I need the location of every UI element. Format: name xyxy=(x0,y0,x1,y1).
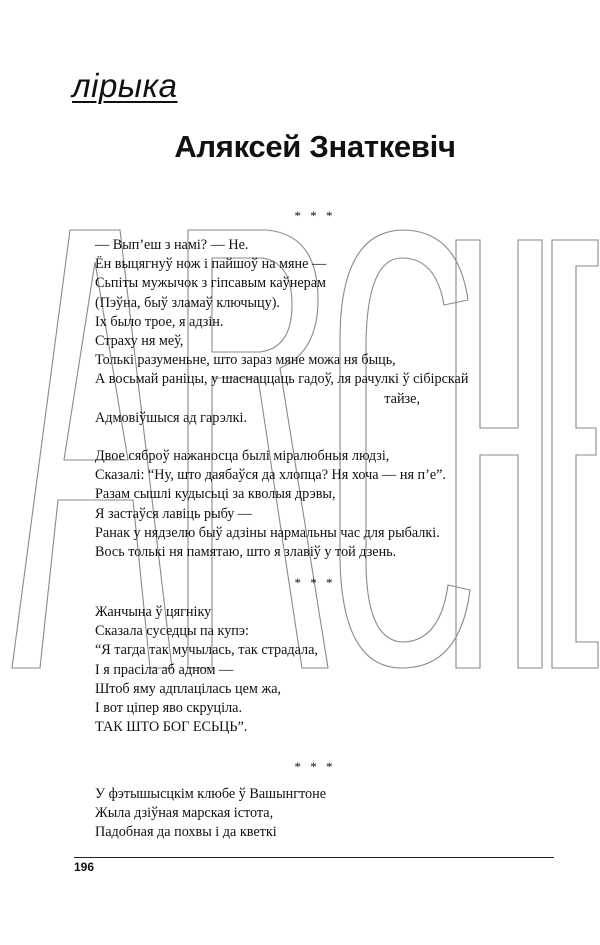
poem-line: Сказалі: “Ну, што даябаўся да хлопца? Ня хоча — ня п’е”. xyxy=(95,467,446,484)
poem-2 xyxy=(95,603,555,737)
poem-line: Ён выцягнуў нож і пайшоў на мяне — xyxy=(95,256,327,273)
poem-line: Толькі разуменьне, што зараз мяне можа ня быць, xyxy=(95,352,396,369)
poem-line: Сказала суседцы па купэ: xyxy=(95,623,249,640)
page-number: 196 xyxy=(74,860,95,874)
poem-line: Жыла дзіўная марская істота, xyxy=(95,805,274,822)
poem-line: (Пэўна, быў зламаў ключыцу). xyxy=(95,294,280,311)
poem-line: Сьпіты мужычок з гіпсавым каўнерам xyxy=(95,275,326,292)
poem-line: І я прасіла аб адном — xyxy=(95,661,234,678)
poem-line: Я застаўся лавіць рыбу — xyxy=(95,505,253,522)
poem-line: Жанчына ў цягніку xyxy=(95,604,212,620)
poem-line: Разам сышлі кудысьці за кволыя дрэвы, xyxy=(95,486,336,503)
poem-line: Страху ня меў, xyxy=(95,332,184,349)
poem-line: Ранак у нядзелю быў адзіны нармальны час для рыбалкі. xyxy=(95,524,440,541)
poem-line-continuation: тайзе, xyxy=(384,390,420,407)
poem-line: Вось толькі ня памятаю, што я злавіў у той дзень. xyxy=(95,544,397,560)
poem-separator: * * * xyxy=(294,575,336,590)
poem-line: — Вып’еш з намі? — Не. xyxy=(95,237,249,253)
author-name: Аляксей Знаткевіч xyxy=(174,129,456,164)
poem-line: ТАК ШТО БОГ ЕСЬЦЬ”. xyxy=(95,719,248,736)
poem-line: “Я тагда так мучылась, так страдала, xyxy=(95,642,318,659)
section-title: лірыка xyxy=(72,67,178,104)
poem-line: Адмовіўшыся ад гарэлкі. xyxy=(95,409,248,426)
poem-1 xyxy=(95,236,555,562)
poem-line: Штоб яму адплацілась цем жа, xyxy=(95,680,282,697)
poem-3 xyxy=(95,785,555,843)
poem-line: І вот ціпер яво скруціла. xyxy=(95,699,243,716)
poem-line: А восьмай раніцы, у шаснаццаць гадоў, ля рачулкі ў сібірскай xyxy=(95,371,469,388)
footer-rule xyxy=(74,857,554,858)
poem-line: Двое сяброў нажаносца былі міралюбныя людзі, xyxy=(95,448,390,465)
poem-separator: * * * xyxy=(294,208,336,223)
poem-line: У фэтышысцкім клюбе ў Вашынгтоне xyxy=(95,786,327,802)
poem-separator: * * * xyxy=(294,759,336,774)
poem-line: Падобная да похвы і да кветкі xyxy=(95,824,277,841)
poem-line: Іх было трое, я адзін. xyxy=(95,313,224,330)
